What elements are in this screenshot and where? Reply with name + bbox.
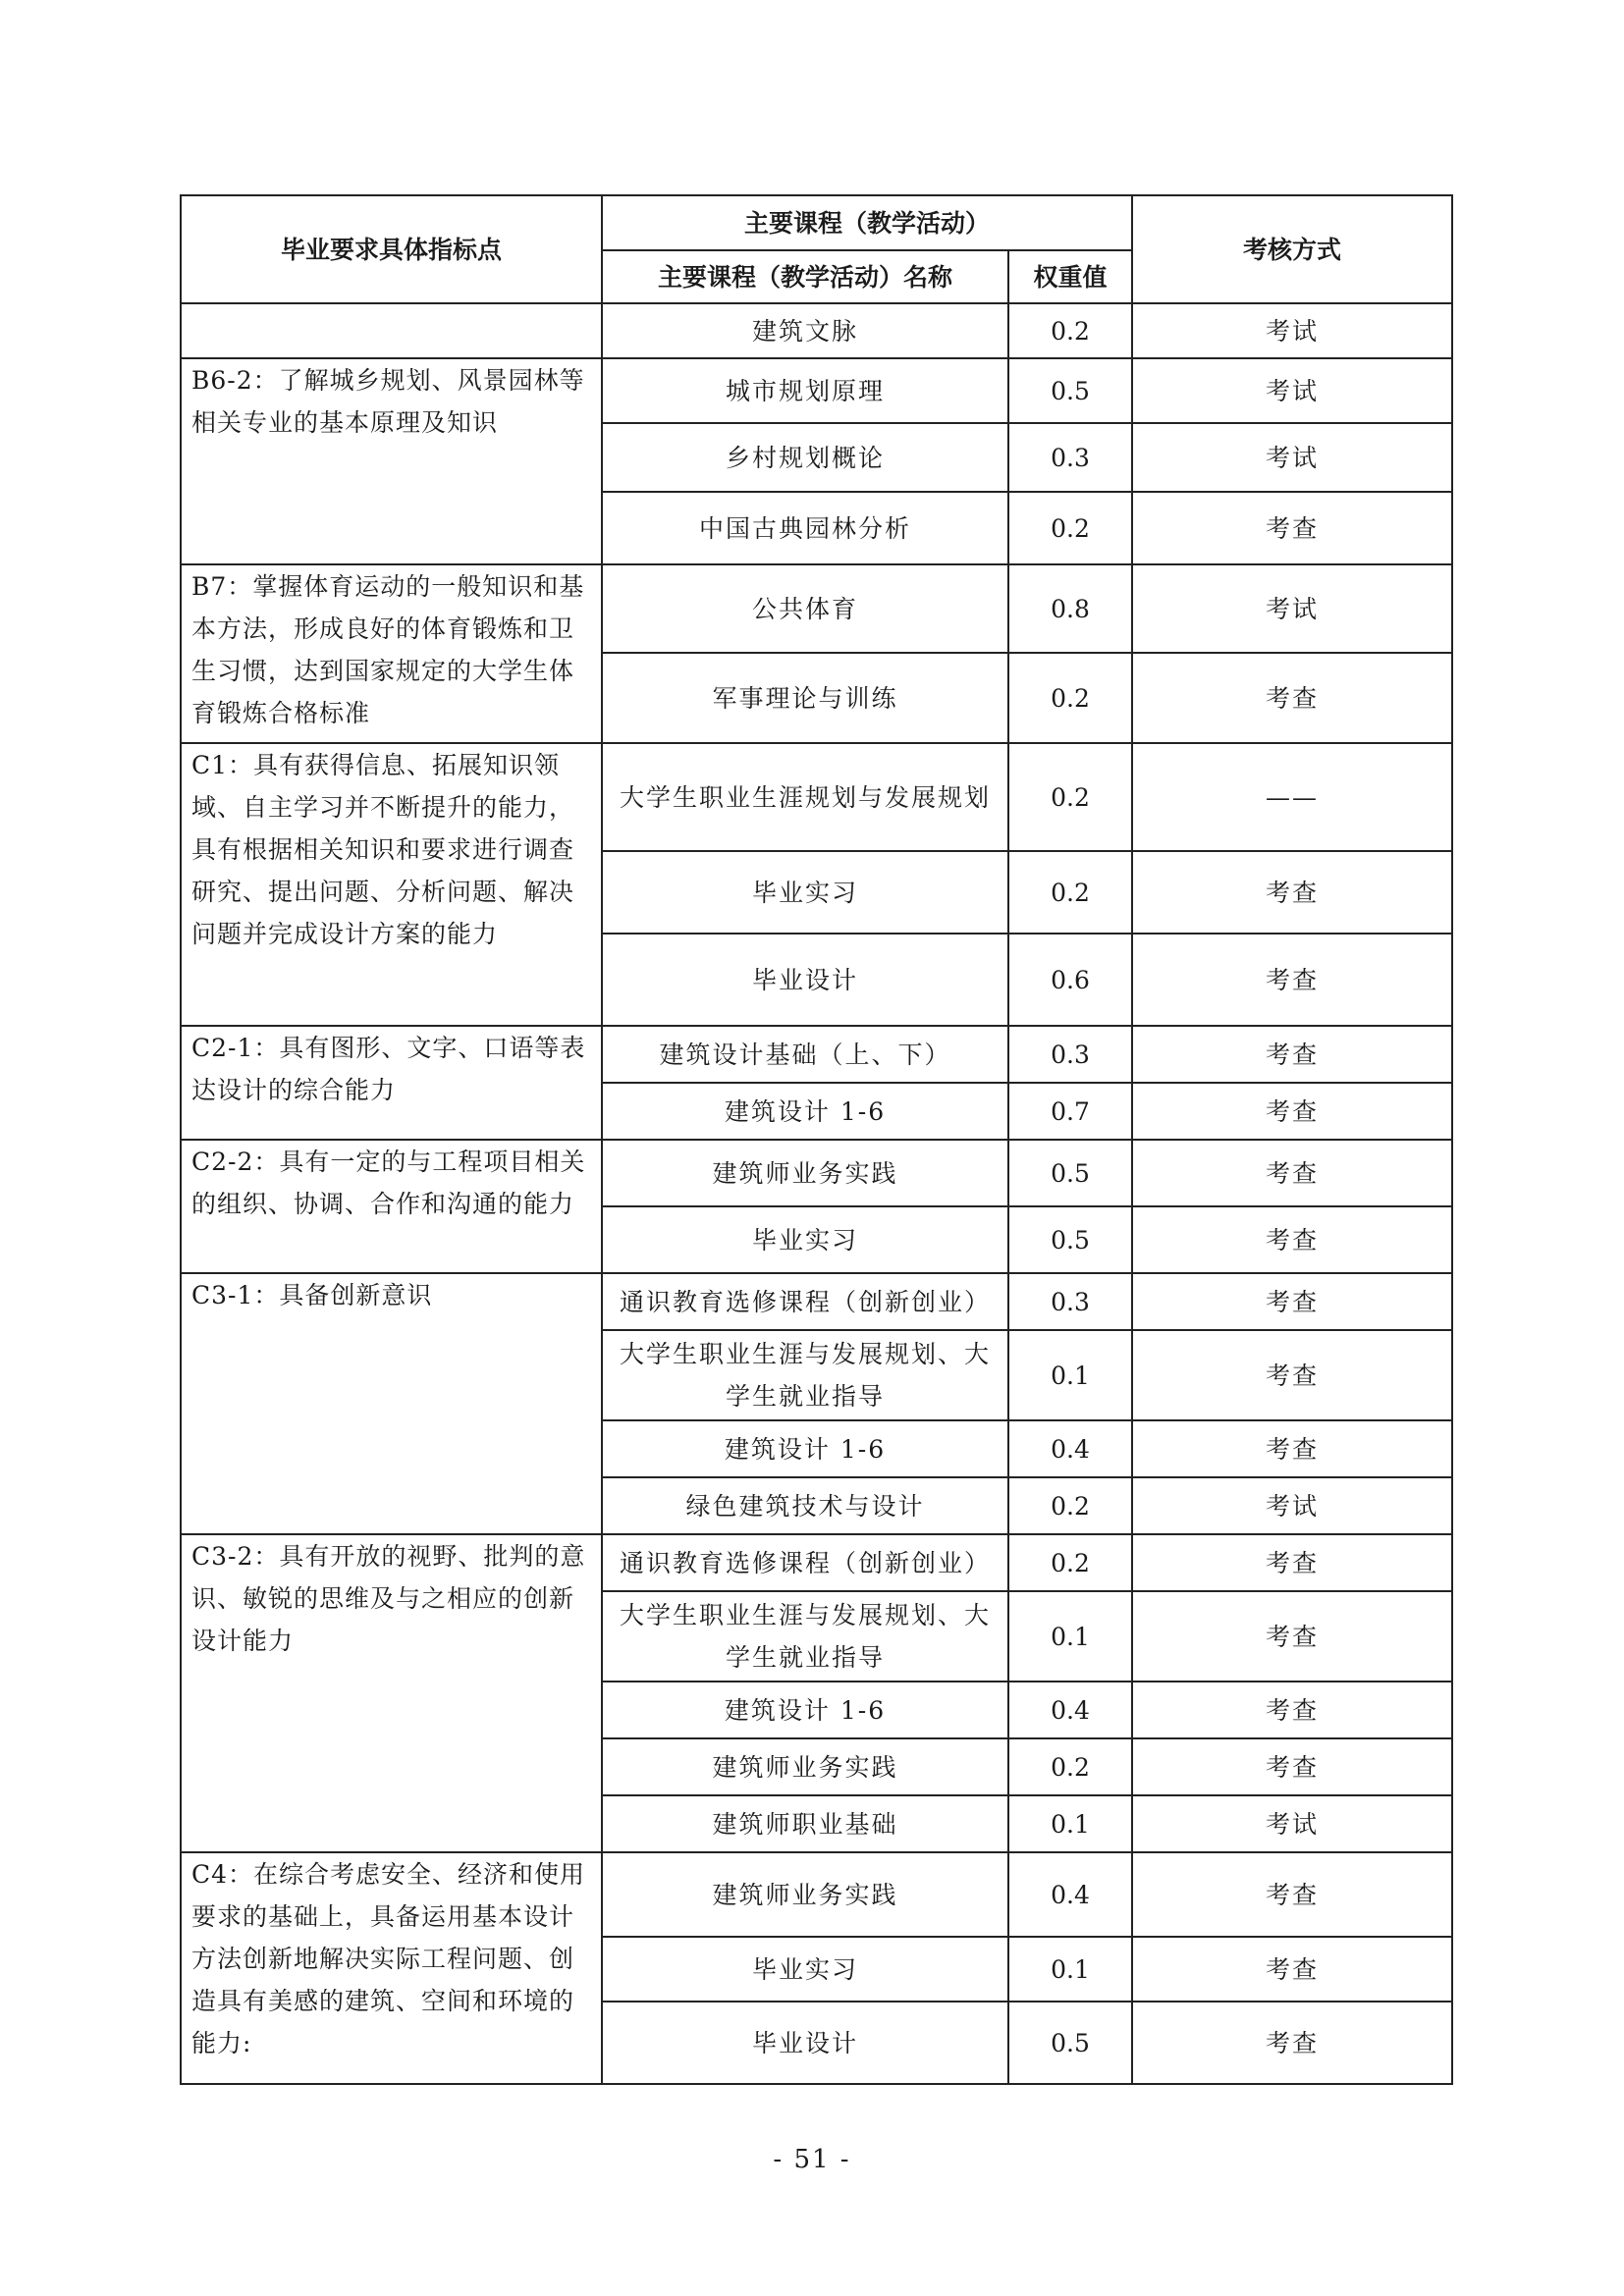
course-name-cell: 中国古典园林分析 — [602, 492, 1008, 564]
table-row — [181, 303, 1452, 358]
method-cell: —— — [1132, 743, 1452, 851]
course-name-cell: 毕业实习 — [602, 851, 1008, 934]
method-cell: 考查 — [1132, 1273, 1452, 1330]
requirement-cell: C3-1：具备创新意识 — [181, 1273, 602, 1534]
course-name-cell: 大学生职业生涯规划与发展规划 — [602, 743, 1008, 851]
course-name-cell: 军事理论与训练 — [602, 653, 1008, 743]
requirement-cell: B6-2：了解城乡规划、风景园林等相关专业的基本原理及知识 — [181, 358, 602, 564]
weight-cell: 0.1 — [1008, 1937, 1132, 2002]
requirement-cell: C4：在综合考虑安全、经济和使用要求的基础上，具备运用基本设计方法创新地解决实际工程问题、创造具有美感的建筑、空间和环境的能力: — [181, 1852, 602, 2084]
course-name-cell: 建筑文脉 — [602, 303, 1008, 358]
table-row — [181, 1140, 1452, 1206]
weight-cell: 0.3 — [1008, 423, 1132, 492]
method-cell: 考试 — [1132, 358, 1452, 423]
method-cell: 考试 — [1132, 1477, 1452, 1534]
method-cell: 考试 — [1132, 564, 1452, 653]
method-cell: 考查 — [1132, 1591, 1452, 1682]
table-row — [181, 1852, 1452, 1937]
course-name-cell: 建筑设计基础（上、下） — [602, 1026, 1008, 1083]
requirement-cell: C1：具有获得信息、拓展知识领域、自主学习并不断提升的能力，具有根据相关知识和要求进行调查研究、提出问题、分析问题、解决问题并完成设计方案的能力 — [181, 743, 602, 1026]
course-name-cell: 建筑设计 1-6 — [602, 1083, 1008, 1140]
weight-cell: 0.8 — [1008, 564, 1132, 653]
method-cell: 考查 — [1132, 2002, 1452, 2084]
course-name-cell: 建筑师业务实践 — [602, 1852, 1008, 1937]
curriculum-table — [180, 194, 1453, 2085]
weight-cell: 0.5 — [1008, 358, 1132, 423]
requirement-cell: B7：掌握体育运动的一般知识和基本方法，形成良好的体育锻炼和卫生习惯，达到国家规定的大学生体育锻炼合格标准 — [181, 564, 602, 743]
method-cell: 考查 — [1132, 492, 1452, 564]
course-name-cell: 建筑师职业基础 — [602, 1795, 1008, 1852]
course-name-cell: 城市规划原理 — [602, 358, 1008, 423]
method-cell: 考试 — [1132, 423, 1452, 492]
weight-cell: 0.2 — [1008, 1477, 1132, 1534]
course-name-cell: 绿色建筑技术与设计 — [602, 1477, 1008, 1534]
weight-cell: 0.4 — [1008, 1682, 1132, 1738]
weight-cell: 0.6 — [1008, 934, 1132, 1026]
method-cell: 考查 — [1132, 653, 1452, 743]
method-cell: 考查 — [1132, 851, 1452, 934]
header-course-name: 主要课程（教学活动）名称 — [602, 250, 1008, 303]
header-requirement: 毕业要求具体指标点 — [181, 195, 602, 303]
method-cell: 考试 — [1132, 1795, 1452, 1852]
weight-cell: 0.2 — [1008, 303, 1132, 358]
weight-cell: 0.3 — [1008, 1273, 1132, 1330]
requirement-cell: C3-2：具有开放的视野、批判的意识、敏锐的思维及与之相应的创新设计能力 — [181, 1534, 602, 1852]
table-row — [181, 1273, 1452, 1330]
header-weight: 权重值 — [1008, 250, 1132, 303]
table-header — [181, 195, 1452, 303]
method-cell: 考试 — [1132, 303, 1452, 358]
requirement-cell: C2-2：具有一定的与工程项目相关的组织、协调、合作和沟通的能力 — [181, 1140, 602, 1273]
table-row — [181, 358, 1452, 423]
course-name-cell: 大学生职业生涯与发展规划、大学生就业指导 — [602, 1591, 1008, 1682]
method-cell: 考查 — [1132, 1140, 1452, 1206]
method-cell: 考查 — [1132, 1852, 1452, 1937]
weight-cell: 0.7 — [1008, 1083, 1132, 1140]
requirement-cell — [181, 303, 602, 358]
weight-cell: 0.1 — [1008, 1330, 1132, 1420]
course-name-cell: 建筑设计 1-6 — [602, 1682, 1008, 1738]
course-name-cell: 建筑师业务实践 — [602, 1738, 1008, 1795]
weight-cell: 0.2 — [1008, 492, 1132, 564]
method-cell: 考查 — [1132, 1026, 1452, 1083]
course-name-cell: 公共体育 — [602, 564, 1008, 653]
course-name-cell: 通识教育选修课程（创新创业） — [602, 1534, 1008, 1591]
weight-cell: 0.2 — [1008, 743, 1132, 851]
table-row — [181, 743, 1452, 851]
method-cell: 考查 — [1132, 1083, 1452, 1140]
header-method: 考核方式 — [1132, 195, 1452, 303]
weight-cell: 0.3 — [1008, 1026, 1132, 1083]
table-row — [181, 1026, 1452, 1083]
weight-cell: 0.2 — [1008, 1534, 1132, 1591]
method-cell: 考查 — [1132, 1738, 1452, 1795]
course-name-cell: 通识教育选修课程（创新创业） — [602, 1273, 1008, 1330]
weight-cell: 0.4 — [1008, 1420, 1132, 1477]
weight-cell: 0.5 — [1008, 1140, 1132, 1206]
method-cell: 考查 — [1132, 1682, 1452, 1738]
weight-cell: 0.2 — [1008, 1738, 1132, 1795]
weight-cell: 0.2 — [1008, 653, 1132, 743]
course-name-cell: 建筑师业务实践 — [602, 1140, 1008, 1206]
header-courses-group: 主要课程（教学活动） — [602, 195, 1132, 250]
table-row — [181, 1534, 1452, 1591]
weight-cell: 0.5 — [1008, 1206, 1132, 1273]
weight-cell: 0.5 — [1008, 2002, 1132, 2084]
course-name-cell: 大学生职业生涯与发展规划、大学生就业指导 — [602, 1330, 1008, 1420]
table-row — [181, 564, 1452, 653]
course-name-cell: 建筑设计 1-6 — [602, 1420, 1008, 1477]
method-cell: 考查 — [1132, 1937, 1452, 2002]
method-cell: 考查 — [1132, 934, 1452, 1026]
method-cell: 考查 — [1132, 1534, 1452, 1591]
table-body — [181, 303, 1452, 2084]
method-cell: 考查 — [1132, 1206, 1452, 1273]
course-name-cell: 毕业实习 — [602, 1206, 1008, 1273]
course-name-cell: 毕业设计 — [602, 2002, 1008, 2084]
weight-cell: 0.1 — [1008, 1591, 1132, 1682]
method-cell: 考查 — [1132, 1330, 1452, 1420]
course-name-cell: 乡村规划概论 — [602, 423, 1008, 492]
weight-cell: 0.2 — [1008, 851, 1132, 934]
requirement-cell: C2-1：具有图形、文字、口语等表达设计的综合能力 — [181, 1026, 602, 1140]
course-name-cell: 毕业设计 — [602, 934, 1008, 1026]
weight-cell: 0.1 — [1008, 1795, 1132, 1852]
weight-cell: 0.4 — [1008, 1852, 1132, 1937]
course-name-cell: 毕业实习 — [602, 1937, 1008, 2002]
method-cell: 考查 — [1132, 1420, 1452, 1477]
page-number: - 51 - — [773, 2145, 851, 2174]
